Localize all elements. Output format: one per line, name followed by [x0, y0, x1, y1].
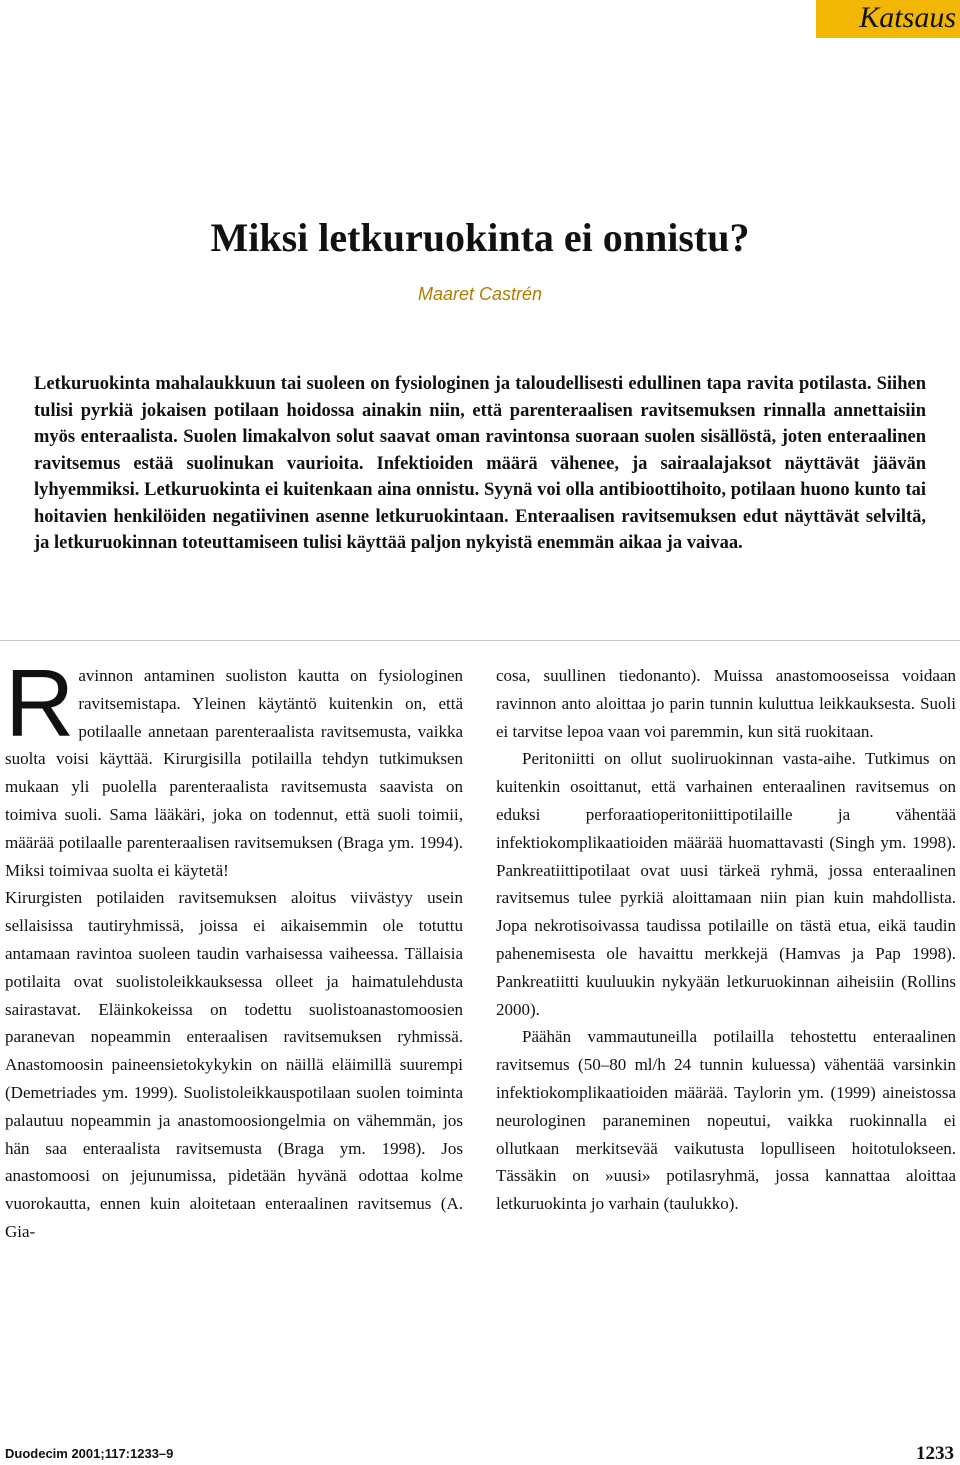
body-paragraph: Peritoniitti on ollut suoliruokinnan vasta-aihe. Tutkimus on kuitenkin osoittanut, että varhainen enteraalinen ravitsemus on eduksi perforaatioperitoniittipotilaille ja vähentää infektiokomplikaatioiden määrää huomattavasti (Singh ym. 1998). Pankreatiittipotilaat ovat uusi tärkeä ryhmä, jossa enteraalinen ravitsemus tulee pyrkiä aloittamaan niin pian kuin mahdollista. Jopa nekrotisoivassa taudissa potilaille on tästä etua, eikä taudin pahenemisesta ole havaittu merkkejä (Hamvas ja Pap 1998). Pankreatiitti kuuluukin nykyään letkuruokinnan aiheisiin (Rollins 2000).	[496, 749, 956, 1019]
page-number: 1233	[916, 1443, 954, 1464]
body-paragraph	[5, 650, 463, 884]
section-tab: Katsaus	[816, 0, 960, 38]
body-column-right	[496, 662, 956, 1218]
paragraph-text: avinnon antaminen suoliston kautta on fysiologinen ravitsemistapa. Yleinen käytäntö kuitenkin on, että potilaalle annetaan parenteraalista ravitsemusta, vaikka suolta voisi käyttää. Kirurgisilla potilailla tehdyn tutkimuksen mukaan yli puolella parenteraalista ravitsemusta saavista on toimiva suoli. Sama lääkäri, joka on todennut, että suoli toimii, määrää potilaalle parenteraalisen ravitsemuksen (Braga ym. 1994). Miksi toimivaa suolta ei käytetä!	[5, 666, 463, 880]
body-column-left	[5, 650, 463, 1246]
body-paragraph: cosa, suullinen tiedonanto). Muissa anastomooseissa voidaan ravinnon anto aloittaa jo parin tunnin kuluttua leikkauksesta. Suoli ei tarvitse lepoa vaan voi paremmin, kun sitä ruokitaan.	[496, 666, 956, 741]
article-title: Miksi letkuruokinta ei onnistu?	[210, 215, 750, 260]
divider	[0, 640, 960, 641]
body-paragraph: Päähän vammautuneilla potilailla tehostettu enteraalinen ravitsemus (50–80 ml/h 24 tunnin kuluessa) vähentää varsinkin infektiokomplikaatioiden määrää. Taylorin ym. (1999) aineistossa neurologinen paraneminen nopeutui, vaikka ruokinnalla ei ollutkaan merkitsevää vaikutusta lopulliseen hoitotulokseen. Tässäkin on »uusi» potilasryhmä, jossa kannattaa aloittaa letkuruokinta jo varhain (taulukko).	[496, 1027, 956, 1214]
article-abstract: Letkuruokinta mahalaukkuun tai suoleen on fysiologinen ja taloudellisesti edullinen tapa ravita potilasta. Siihen tulisi pyrkiä jokaisen potilaan hoidossa ainakin niin, että parenteraalisen ravitsemuksen rinnalla annettaisiin myös enteraalista. Suolen limakalvon solut saavat oman ravintonsa suoraan suolen sisällöstä, joten enteraalinen ravitsemus estää suolinukan vaurioita. Infektioiden määrä vähenee, ja sairaalajaksot näyttävät jäävän lyhyemmiksi. Letkuruokinta ei kuitenkaan aina onnistu. Syynä voi olla antibioottihoito, potilaan huono kunto tai hoitavien henkilöiden negatiivinen asenne letkuruokintaan. Enteraalisen ravitsemuksen edut näyttävät selviltä, ja letkuruokinnan toteuttamiseen tulisi käyttää paljon nykyistä enemmän aikaa ja vaivaa.	[34, 374, 926, 553]
journal-citation: Duodecim 2001;117:1233–9	[5, 1446, 174, 1461]
drop-cap: R	[5, 650, 75, 757]
body-paragraph: Kirurgisten potilaiden ravitsemuksen aloitus viivästyy usein sellaisissa tautiryhmissä, joissa ei aikaisemmin ole totuttu antamaan ravintoa suoleen taudin varhaisessa vaiheessa. Tällaisia potilaita ovat suolistoleikkauksessa olleet ja haimatulehdusta sairastavat. Eläinkokeissa on todettu suolistoanastomoosien paranevan nopeammin enteraalisen ravitsemuksen ryhmissä. Anastomoosin paineensietokykykin on näillä eläimillä suurempi (Demetriades ym. 1999). Suolistoleikkauspotilaan suolen toiminta palautuu nopeammin ja anastomoosiongelmia on vähemmän, jos hän saa enteraalista ravitsemusta (Braga ym. 1998). Jos anastomoosi on jejunumissa, pidetään hyvänä odottaa kolme vuorokautta, ennen kuin aloitetaan enteraalinen ravitsemus (A. Gia-	[5, 888, 463, 1241]
article-author: Maaret Castrén	[417, 284, 543, 304]
